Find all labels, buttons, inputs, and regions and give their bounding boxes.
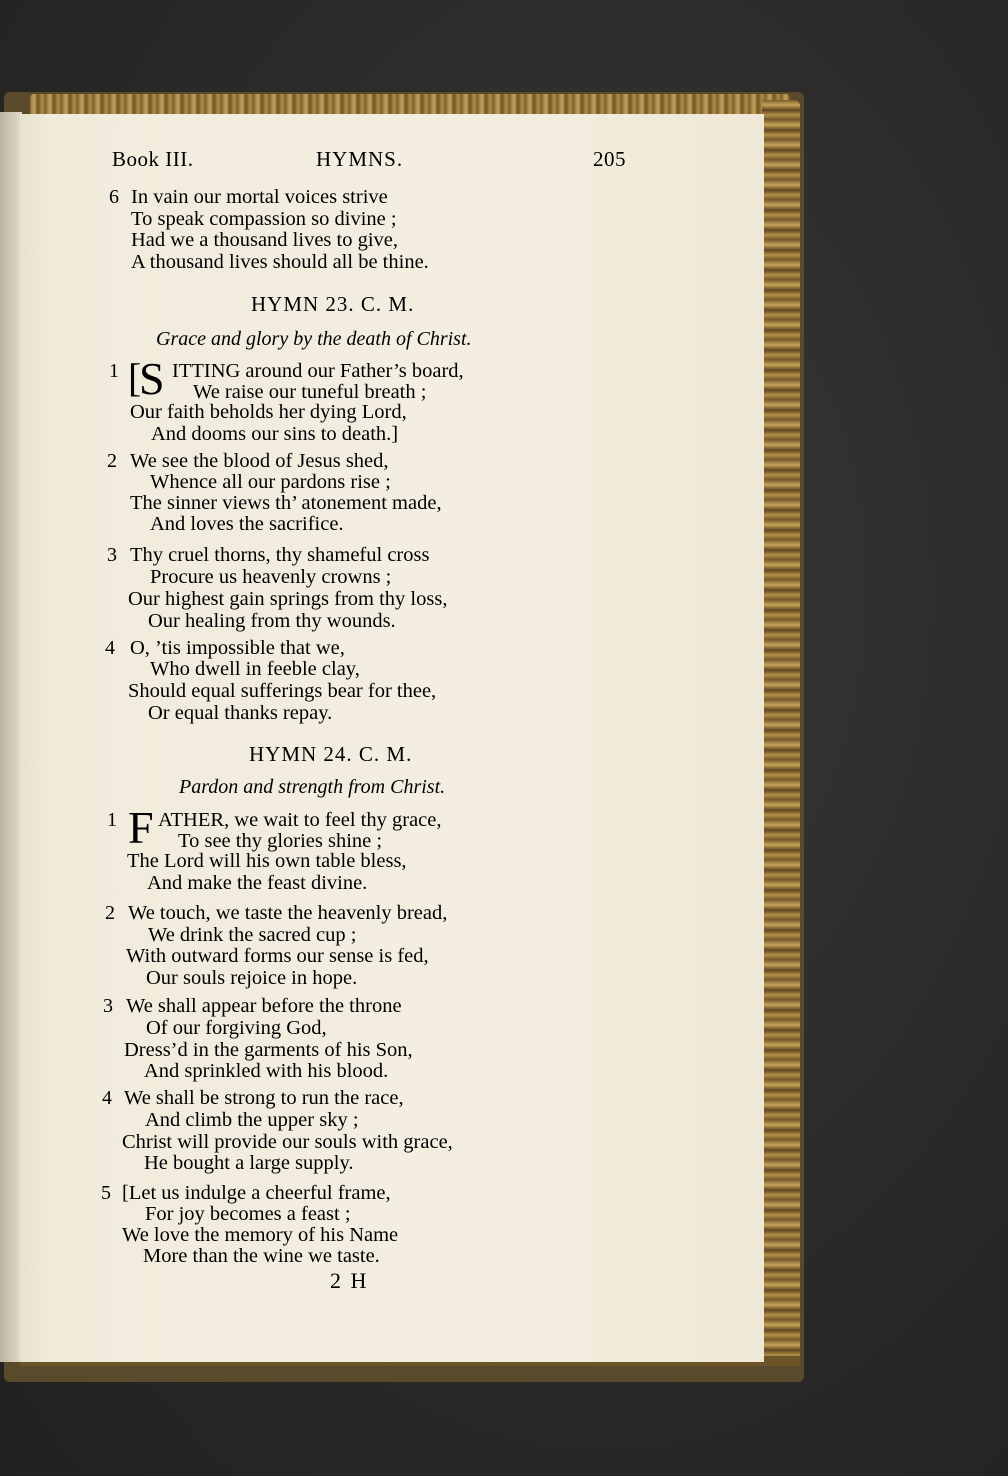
verse-line: Our healing from thy wounds. — [148, 610, 396, 632]
hymn-24-subtitle: Pardon and strength from Christ. — [179, 776, 446, 798]
verse-line: Whence all our pardons rise ; — [150, 471, 391, 493]
running-head — [112, 147, 626, 177]
verse-line: A thousand lives should all be thine. — [131, 251, 429, 273]
verse-line: The Lord will his own table bless, — [127, 850, 407, 872]
verse-line: For joy becomes a feast ; — [145, 1203, 351, 1225]
verse-line: With outward forms our sense is fed, — [126, 945, 429, 967]
stanza-number: 5 — [101, 1182, 111, 1204]
verse-line: Our souls rejoice in hope. — [146, 967, 358, 989]
stanza-number: 2 — [107, 450, 117, 472]
verse-line: We love the memory of his Name — [122, 1224, 399, 1246]
verse-line: [Let us indulge a cheerful frame, — [122, 1182, 391, 1204]
verse-line: To see thy glories shine ; — [178, 830, 383, 852]
stanza-number: 1 — [107, 809, 117, 831]
stanza-number: 4 — [102, 1087, 112, 1109]
verse-line: We see the blood of Jesus shed, — [130, 450, 389, 472]
verse-line: He bought a large supply. — [144, 1152, 354, 1174]
verse-line: We raise our tuneful breath ; — [193, 381, 427, 403]
verse-line: Dress’d in the garments of his Son, — [124, 1039, 413, 1061]
verse-line: O, ’tis impossible that we, — [130, 637, 345, 659]
book-label: Book III. — [112, 147, 194, 171]
verse-line: Of our forgiving God, — [146, 1017, 327, 1039]
verse-line: And sprinkled with his blood. — [144, 1060, 389, 1082]
verse-line: Should equal sufferings bear for thee, — [128, 680, 437, 702]
page-number: 205 — [593, 147, 626, 171]
bracket-mark: [ — [128, 355, 142, 400]
verse-line: And climb the upper sky ; — [145, 1109, 359, 1131]
verse-line: ITTING around our Father’s board, — [172, 360, 464, 382]
verse-line: And loves the sacrifice. — [150, 513, 344, 535]
verse-line: More than the wine we taste. — [143, 1245, 380, 1267]
stanza-number: 4 — [105, 637, 115, 659]
verse-line: Had we a thousand lives to give, — [131, 229, 399, 251]
verse-line: Procure us heavenly crowns ; — [150, 566, 392, 588]
binding-top-edge — [30, 94, 790, 116]
verse-line: We shall be strong to run the race, — [124, 1087, 404, 1109]
hymn-24-title: HYMN 24. C. M. — [249, 742, 413, 766]
facing-page-edge — [0, 112, 22, 1362]
verse-line: We drink the sacred cup ; — [148, 924, 357, 946]
verse-line: And dooms our sins to death.] — [151, 423, 399, 445]
verse-line: Christ will provide our souls with grace, — [122, 1131, 453, 1153]
binding-right-edge — [762, 100, 800, 1362]
hymn-23-subtitle: Grace and glory by the death of Christ. — [156, 328, 472, 350]
drop-cap: F — [128, 802, 154, 853]
stanza-number: 2 — [105, 902, 115, 924]
stanza-number: 3 — [107, 544, 117, 566]
hymn-23-title: HYMN 23. C. M. — [251, 292, 415, 316]
verse-line: We shall appear before the throne — [126, 995, 402, 1017]
verse-line: We touch, we taste the heavenly bread, — [128, 902, 448, 924]
verse-line: To speak compassion so divine ; — [131, 208, 397, 230]
verse-line: Or equal thanks repay. — [148, 702, 333, 724]
verse-line: And make the feast divine. — [147, 872, 368, 894]
stanza-number: 1 — [109, 360, 119, 382]
stanza-number: 6 — [109, 186, 119, 208]
verse-line: Who dwell in feeble clay, — [150, 658, 360, 680]
verse-line: Our faith beholds her dying Lord, — [130, 401, 407, 423]
verse-line: In vain our mortal voices strive — [131, 186, 388, 208]
section-label: HYMNS. — [316, 147, 404, 171]
verse-line: Thy cruel thorns, thy shameful cross — [130, 544, 430, 566]
stanza-number: 3 — [103, 995, 113, 1017]
verse-line: ATHER, we wait to feel thy grace, — [158, 809, 442, 831]
signature-mark: 2 H — [330, 1268, 369, 1293]
drop-cap: S — [139, 353, 165, 404]
verse-line: Our highest gain springs from thy loss, — [128, 588, 448, 610]
verse-line: The sinner views th’ atonement made, — [130, 492, 442, 514]
